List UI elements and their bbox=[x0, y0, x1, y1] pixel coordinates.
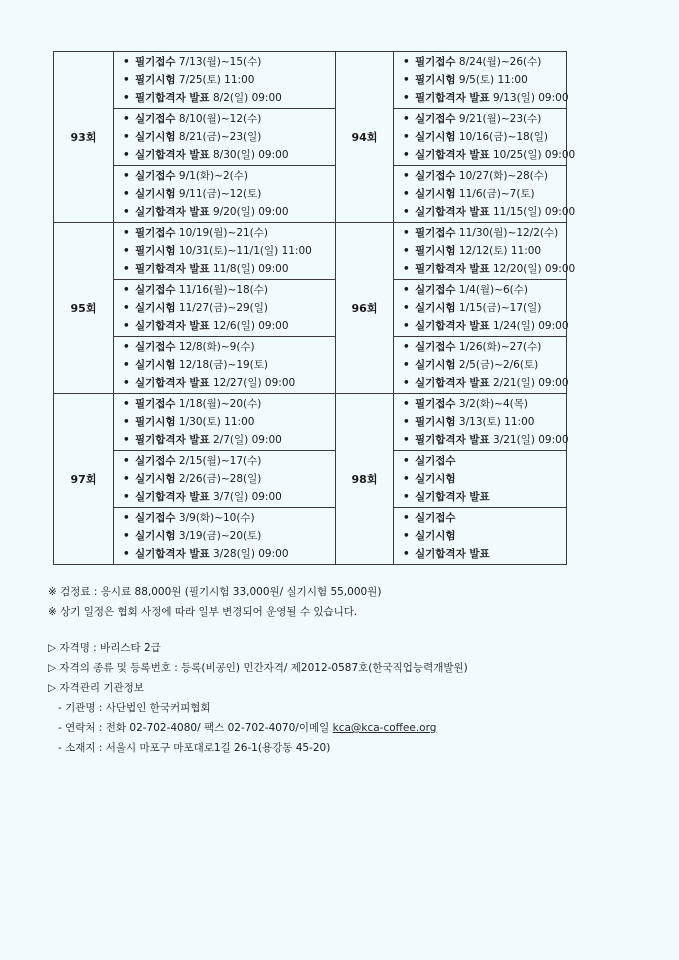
schedule-item bbox=[403, 413, 566, 431]
schedule-item bbox=[123, 299, 335, 317]
schedule-item bbox=[403, 185, 566, 203]
schedule-item bbox=[403, 317, 569, 335]
schedule-item-value: 10/19(월)~21(수) bbox=[178, 227, 269, 239]
schedule-item bbox=[123, 203, 335, 221]
schedule-cell bbox=[114, 52, 336, 109]
schedule-item-label: 필기접수 bbox=[135, 398, 176, 410]
schedule-item-label: 필기합격자 발표 bbox=[415, 263, 490, 275]
schedule-item bbox=[403, 89, 569, 107]
schedule-item-value: 7/13(월)~15(수) bbox=[178, 56, 262, 68]
round-label: 93회 bbox=[54, 52, 114, 223]
schedule-item-value: 11/8(일) 09:00 bbox=[213, 263, 289, 275]
schedule-item bbox=[123, 281, 335, 299]
schedule-cell bbox=[394, 508, 567, 565]
schedule-item bbox=[123, 395, 335, 413]
schedule-item-label: 실기접수 bbox=[415, 512, 456, 524]
schedule-item-value: 8/21(금)~23(일) bbox=[178, 131, 262, 143]
schedule-cell bbox=[394, 394, 567, 451]
schedule-item-list bbox=[114, 53, 335, 107]
schedule-item-list bbox=[114, 167, 335, 221]
schedule-cell bbox=[394, 109, 576, 166]
schedule-item-label: 필기합격자 발표 bbox=[135, 92, 210, 104]
exam-schedule-table bbox=[53, 51, 576, 565]
schedule-item-list bbox=[114, 110, 335, 164]
round-label: 97회 bbox=[54, 394, 114, 565]
schedule-item bbox=[123, 128, 335, 146]
round-label: 95회 bbox=[54, 223, 114, 394]
schedule-item-value: 2/7(일) 09:00 bbox=[213, 434, 282, 446]
schedule-cell bbox=[394, 280, 567, 337]
schedule-item-value: 2/5(금)~2/6(토) bbox=[458, 359, 539, 371]
schedule-item-label: 필기시험 bbox=[135, 74, 176, 86]
schedule-item-label: 실기접수 bbox=[415, 170, 456, 182]
schedule-cell bbox=[114, 451, 336, 508]
schedule-item-label: 필기접수 bbox=[415, 398, 456, 410]
schedule-item-label: 필기시험 bbox=[415, 416, 456, 428]
schedule-item-list bbox=[394, 167, 576, 221]
schedule-item-list bbox=[394, 110, 576, 164]
schedule-cell bbox=[114, 280, 336, 337]
schedule-cell bbox=[394, 337, 567, 394]
schedule-item-value: 12/27(일) 09:00 bbox=[213, 377, 296, 389]
schedule-item bbox=[403, 242, 566, 260]
schedule-item-list bbox=[394, 338, 569, 392]
schedule-item bbox=[123, 110, 335, 128]
schedule-item-label: 실기접수 bbox=[135, 170, 176, 182]
schedule-item-value: 1/26(화)~27(수) bbox=[458, 341, 542, 353]
schedule-item bbox=[123, 224, 335, 242]
schedule-item-label: 필기시험 bbox=[415, 74, 456, 86]
schedule-item-value: 11/30(월)~12/2(수) bbox=[458, 227, 559, 239]
schedule-item bbox=[403, 374, 569, 392]
schedule-item-list bbox=[394, 452, 566, 506]
schedule-item-label: 실기시험 bbox=[135, 131, 176, 143]
schedule-item-value: 11/16(월)~18(수) bbox=[178, 284, 269, 296]
schedule-item-label: 필기접수 bbox=[415, 227, 456, 239]
schedule-cell bbox=[394, 166, 576, 223]
schedule-item-value: 3/9(화)~10(수) bbox=[178, 512, 255, 524]
schedule-row bbox=[54, 223, 567, 280]
round-label: 96회 bbox=[336, 223, 394, 394]
round-label: 94회 bbox=[336, 52, 394, 223]
org-name: - 기관명 : 사단법인 한국커피협회 bbox=[58, 702, 211, 714]
schedule-row bbox=[54, 394, 567, 451]
schedule-item-value: 9/13(일) 09:00 bbox=[493, 92, 569, 104]
schedule-cell bbox=[114, 166, 336, 223]
fee-note: ※ 검정료 : 응시료 88,000원 (필기시험 33,000원/ 실기시험 55,000원) bbox=[48, 586, 382, 598]
schedule-row bbox=[54, 280, 567, 337]
schedule-cell bbox=[394, 223, 576, 280]
schedule-item-value: 3/7(일) 09:00 bbox=[213, 491, 282, 503]
schedule-row bbox=[54, 166, 567, 223]
schedule-item bbox=[123, 167, 335, 185]
schedule-row bbox=[54, 508, 567, 565]
schedule-item-label: 실기시험 bbox=[415, 473, 456, 485]
schedule-item bbox=[403, 71, 566, 89]
schedule-item-label: 실기합격자 발표 bbox=[135, 320, 210, 332]
schedule-item-label: 필기합격자 발표 bbox=[135, 434, 210, 446]
schedule-item bbox=[123, 488, 335, 506]
schedule-item bbox=[403, 452, 566, 470]
schedule-item bbox=[123, 374, 335, 392]
schedule-item-list bbox=[394, 53, 569, 107]
schedule-item-value: 9/5(토) 11:00 bbox=[458, 74, 528, 86]
schedule-cell bbox=[394, 52, 567, 109]
schedule-item-value: 7/25(토) 11:00 bbox=[178, 74, 255, 86]
schedule-item-value: 1/15(금)~17(일) bbox=[458, 302, 542, 314]
schedule-item bbox=[403, 299, 566, 317]
schedule-item-label: 실기합격자 발표 bbox=[135, 491, 210, 503]
schedule-item-list bbox=[114, 509, 335, 563]
schedule-item-label: 필기시험 bbox=[135, 245, 176, 257]
schedule-item bbox=[403, 146, 576, 164]
schedule-item-value: 10/25(일) 09:00 bbox=[493, 149, 576, 161]
schedule-item bbox=[123, 242, 335, 260]
schedule-cell bbox=[114, 109, 336, 166]
schedule-item bbox=[123, 452, 335, 470]
schedule-item bbox=[403, 488, 566, 506]
schedule-item-label: 실기시험 bbox=[415, 131, 456, 143]
schedule-item-value: 11/27(금)~29(일) bbox=[178, 302, 269, 314]
schedule-row bbox=[54, 52, 567, 109]
schedule-item-label: 실기시험 bbox=[135, 359, 176, 371]
schedule-item-label: 필기시험 bbox=[415, 245, 456, 257]
schedule-item-value: 8/10(월)~12(수) bbox=[178, 113, 262, 125]
schedule-item bbox=[403, 281, 566, 299]
schedule-item-value: 3/13(토) 11:00 bbox=[458, 416, 535, 428]
schedule-row bbox=[54, 109, 567, 166]
schedule-item-value: 2/26(금)~28(일) bbox=[178, 473, 262, 485]
schedule-item bbox=[123, 89, 335, 107]
schedule-item bbox=[123, 71, 335, 89]
schedule-item bbox=[123, 53, 335, 71]
schedule-item-value: 11/15(일) 09:00 bbox=[493, 206, 576, 218]
schedule-item-label: 실기합격자 발표 bbox=[135, 149, 210, 161]
round-label: 98회 bbox=[336, 394, 394, 565]
schedule-item-list bbox=[114, 338, 335, 392]
schedule-item-value: 10/27(화)~28(수) bbox=[458, 170, 549, 182]
notes-section bbox=[48, 582, 648, 758]
schedule-item-label: 필기합격자 발표 bbox=[135, 263, 210, 275]
schedule-item-list bbox=[114, 452, 335, 506]
schedule-item-value: 12/12(토) 11:00 bbox=[458, 245, 542, 257]
schedule-item bbox=[123, 356, 335, 374]
schedule-item-label: 필기접수 bbox=[135, 227, 176, 239]
org-address: - 소재지 : 서울시 마포구 마포대로1길 26-1(용강동 45-20) bbox=[58, 742, 331, 754]
schedule-item bbox=[403, 128, 566, 146]
schedule-item-label: 필기합격자 발표 bbox=[415, 92, 490, 104]
schedule-item-value: 8/30(일) 09:00 bbox=[213, 149, 289, 161]
qualification-type: ▷ 자격의 종류 및 등록번호 : 등록(비공인) 민간자격/ 제2012-0587호(한국직업능력개발원) bbox=[48, 662, 468, 674]
schedule-item bbox=[123, 545, 335, 563]
schedule-item-value: 12/8(화)~9(수) bbox=[178, 341, 255, 353]
org-contact bbox=[48, 718, 648, 738]
org-info-title: ▷ 자격관리 기관정보 bbox=[48, 682, 144, 694]
schedule-item-value: 1/24(일) 09:00 bbox=[493, 320, 569, 332]
schedule-item-label: 실기접수 bbox=[415, 113, 456, 125]
schedule-item-label: 실기합격자 발표 bbox=[415, 548, 490, 560]
schedule-item-label: 필기접수 bbox=[135, 56, 176, 68]
schedule-cell bbox=[114, 337, 336, 394]
schedule-item-value: 2/15(월)~17(수) bbox=[178, 455, 262, 467]
schedule-item-label: 실기합격자 발표 bbox=[135, 377, 210, 389]
schedule-item-label: 실기접수 bbox=[415, 284, 456, 296]
schedule-item-label: 실기합격자 발표 bbox=[415, 491, 490, 503]
schedule-item bbox=[123, 146, 335, 164]
schedule-item-label: 실기합격자 발표 bbox=[415, 149, 490, 161]
schedule-item-label: 실기합격자 발표 bbox=[415, 206, 490, 218]
schedule-cell bbox=[114, 508, 336, 565]
schedule-item bbox=[403, 356, 566, 374]
schedule-item bbox=[123, 260, 335, 278]
schedule-item-list bbox=[394, 395, 569, 449]
schedule-cell bbox=[394, 451, 567, 508]
schedule-item-value: 3/19(금)~20(토) bbox=[178, 530, 262, 542]
schedule-item-value: 9/11(금)~12(토) bbox=[178, 188, 262, 200]
schedule-item-list bbox=[114, 395, 335, 449]
schedule-item-value: 1/4(월)~6(수) bbox=[458, 284, 528, 296]
schedule-item-list bbox=[394, 224, 576, 278]
schedule-item-label: 실기시험 bbox=[135, 530, 176, 542]
schedule-item bbox=[123, 527, 335, 545]
schedule-item bbox=[403, 509, 566, 527]
schedule-item-label: 실기접수 bbox=[135, 284, 176, 296]
schedule-item bbox=[123, 509, 335, 527]
qualification-name: ▷ 자격명 : 바리스타 2급 bbox=[48, 642, 161, 654]
schedule-item-label: 실기시험 bbox=[135, 188, 176, 200]
schedule-item-label: 실기합격자 발표 bbox=[415, 320, 490, 332]
schedule-item-value: 3/28(일) 09:00 bbox=[213, 548, 289, 560]
schedule-item bbox=[403, 395, 566, 413]
schedule-item-value: 12/18(금)~19(토) bbox=[178, 359, 269, 371]
schedule-item-list bbox=[394, 509, 566, 563]
schedule-item bbox=[403, 203, 576, 221]
schedule-item-label: 실기합격자 발표 bbox=[415, 377, 490, 389]
schedule-item-value: 1/18(월)~20(수) bbox=[178, 398, 262, 410]
schedule-item-label: 실기시험 bbox=[135, 302, 176, 314]
schedule-item-label: 실기시험 bbox=[415, 302, 456, 314]
schedule-cell bbox=[114, 223, 336, 280]
schedule-item bbox=[403, 167, 566, 185]
schedule-item bbox=[403, 470, 566, 488]
schedule-item bbox=[403, 431, 569, 449]
schedule-body bbox=[54, 52, 576, 565]
schedule-item-value: 10/31(토)~11/1(일) 11:00 bbox=[178, 245, 312, 257]
schedule-item-value: 9/21(월)~23(수) bbox=[458, 113, 542, 125]
schedule-item bbox=[123, 317, 335, 335]
schedule-row bbox=[54, 337, 567, 394]
schedule-item-label: 실기시험 bbox=[135, 473, 176, 485]
schedule-item-list bbox=[114, 281, 335, 335]
schedule-item-label: 실기접수 bbox=[135, 341, 176, 353]
schedule-item-label: 필기합격자 발표 bbox=[415, 434, 490, 446]
schedule-item bbox=[403, 53, 566, 71]
schedule-item-label: 필기접수 bbox=[415, 56, 456, 68]
schedule-item-label: 실기접수 bbox=[415, 455, 456, 467]
schedule-item-value: 12/6(일) 09:00 bbox=[213, 320, 289, 332]
schedule-item-list bbox=[114, 224, 335, 278]
schedule-item bbox=[403, 338, 566, 356]
schedule-item-value: 2/21(일) 09:00 bbox=[493, 377, 569, 389]
schedule-item-value: 8/2(일) 09:00 bbox=[213, 92, 282, 104]
schedule-item-label: 실기접수 bbox=[135, 113, 176, 125]
schedule-item-list bbox=[394, 281, 569, 335]
schedule-item-value: 11/6(금)~7(토) bbox=[458, 188, 535, 200]
schedule-item bbox=[123, 470, 335, 488]
schedule-item-label: 실기접수 bbox=[135, 512, 176, 524]
schedule-item bbox=[403, 260, 576, 278]
schedule-item bbox=[123, 413, 335, 431]
schedule-cell bbox=[114, 394, 336, 451]
schedule-item-value: 1/30(토) 11:00 bbox=[178, 416, 255, 428]
schedule-item-label: 실기시험 bbox=[415, 530, 456, 542]
schedule-item-value: 3/2(화)~4(목) bbox=[458, 398, 528, 410]
schedule-item bbox=[403, 110, 566, 128]
schedule-item-label: 실기접수 bbox=[415, 341, 456, 353]
schedule-item-label: 실기접수 bbox=[135, 455, 176, 467]
schedule-item-label: 실기시험 bbox=[415, 359, 456, 371]
schedule-item-value: 8/24(월)~26(수) bbox=[458, 56, 542, 68]
schedule-change-note: ※ 상기 일정은 협회 사정에 따라 일부 변경되어 운영될 수 있습니다. bbox=[48, 606, 358, 618]
schedule-item bbox=[123, 338, 335, 356]
schedule-item bbox=[403, 527, 566, 545]
schedule-item-value: 9/20(일) 09:00 bbox=[213, 206, 289, 218]
schedule-item bbox=[123, 431, 335, 449]
email-link[interactable]: kca@kca-coffee.org bbox=[332, 722, 437, 734]
schedule-row bbox=[54, 451, 567, 508]
contact-text: - 연락처 : 전화 02-702-4080/ 팩스 02-702-4070/이메일 bbox=[58, 722, 333, 734]
schedule-item-label: 필기시험 bbox=[135, 416, 176, 428]
schedule-item-label: 실기합격자 발표 bbox=[135, 548, 210, 560]
schedule-item-value: 9/1(화)~2(수) bbox=[178, 170, 248, 182]
schedule-item bbox=[403, 545, 566, 563]
schedule-item-label: 실기시험 bbox=[415, 188, 456, 200]
schedule-item-value: 3/21(일) 09:00 bbox=[493, 434, 569, 446]
schedule-item bbox=[123, 185, 335, 203]
schedule-item-value: 12/20(일) 09:00 bbox=[493, 263, 576, 275]
schedule-item-label: 실기합격자 발표 bbox=[135, 206, 210, 218]
schedule-item bbox=[403, 224, 566, 242]
schedule-item-value: 10/16(금)~18(일) bbox=[458, 131, 549, 143]
